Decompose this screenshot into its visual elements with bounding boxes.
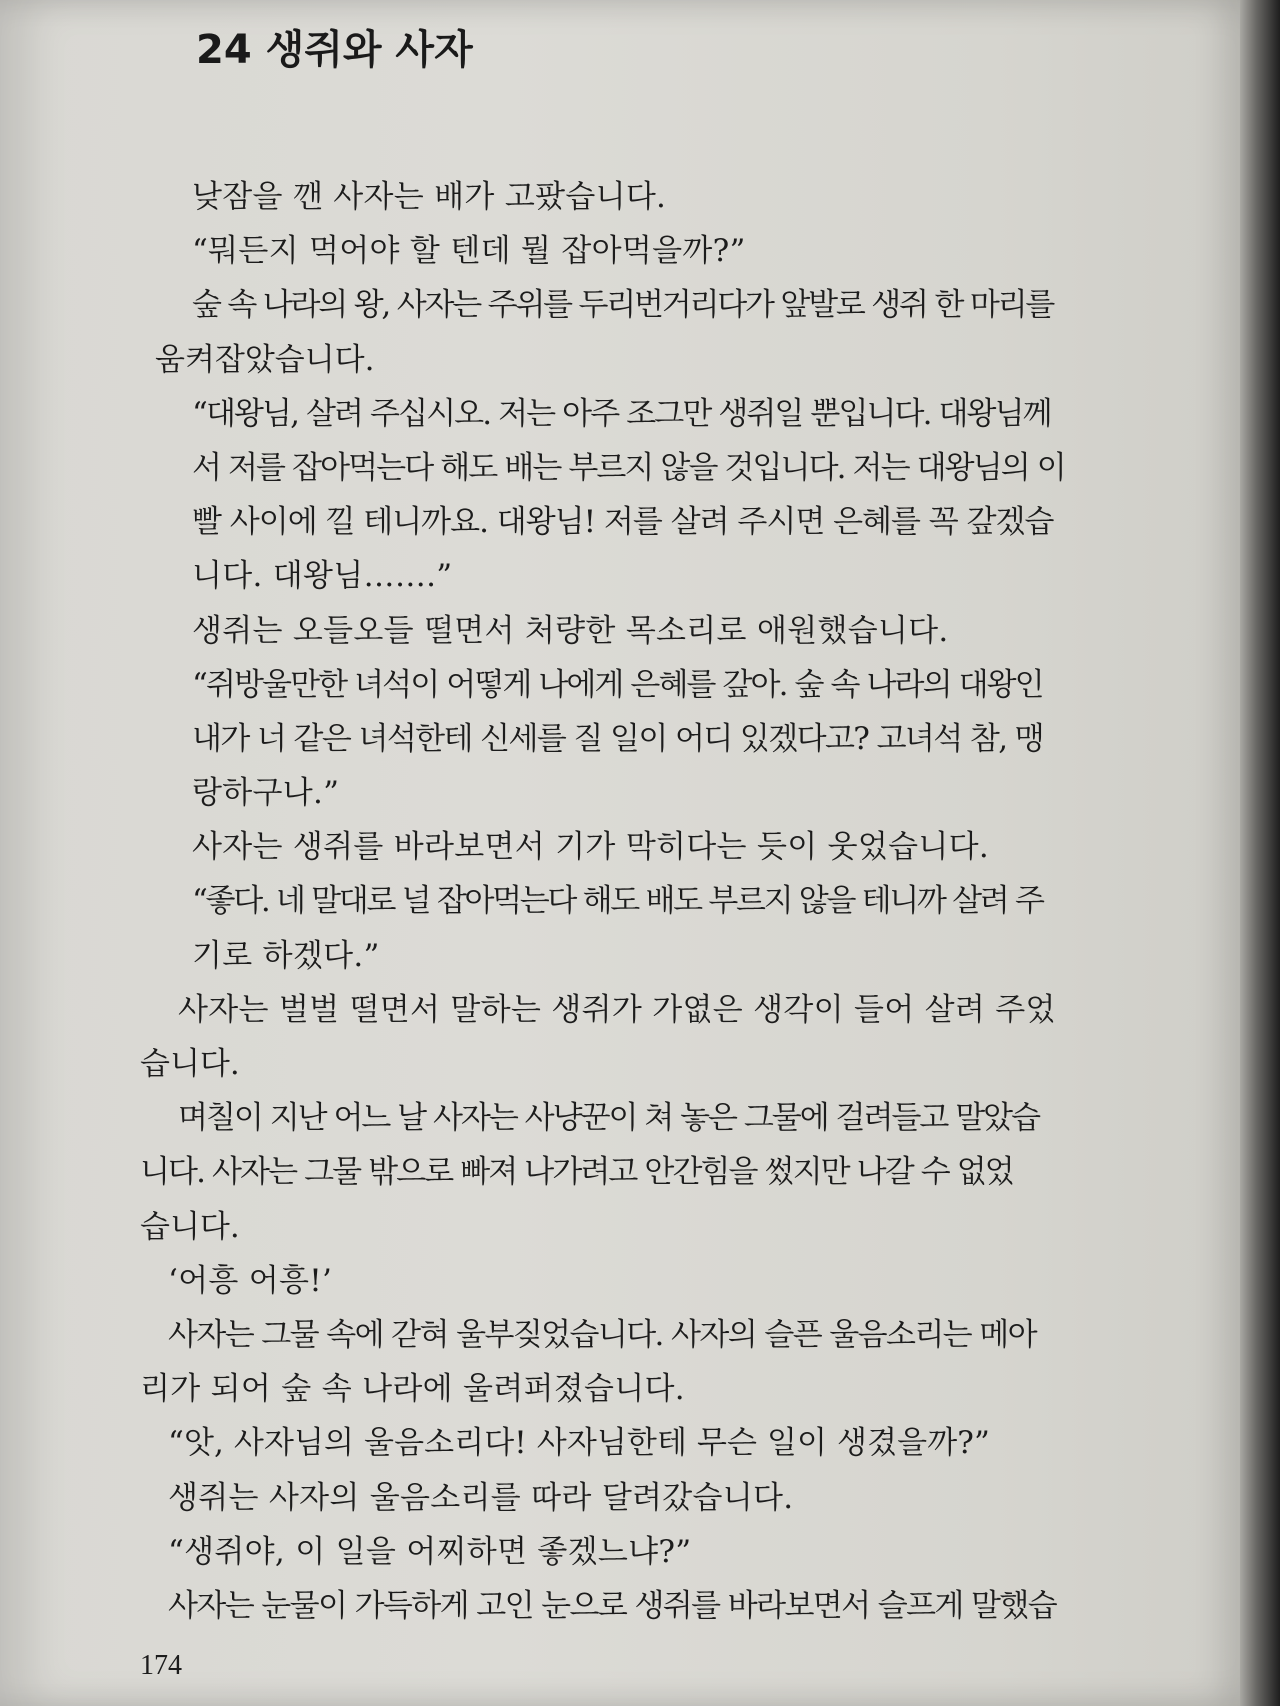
text-line: 며칠이 지난 어느 날 사자는 사냥꾼이 쳐 놓은 그물에 걸려들고 말았습 (178, 1100, 1040, 1137)
text-line: “뭐든지 먹어야 할 텐데 뭘 잡아먹을까?” (192, 233, 746, 270)
text-line: 생쥐는 사자의 울음소리를 따라 달려갔습니다. (168, 1479, 794, 1516)
text-line: 빨 사이에 낄 테니까요. 대왕님! 저를 살려 주시면 은혜를 꼭 갚겠습 (192, 504, 1054, 541)
text-line: 사자는 눈물이 가득하게 고인 눈으로 생쥐를 바라보면서 슬프게 말했습 (168, 1587, 1057, 1624)
text-line: 습니다. (140, 1046, 240, 1082)
text-line: 사자는 생쥐를 바라보면서 기가 막히다는 듯이 웃었습니다. (192, 829, 989, 866)
text-line: ‘어흥 어흥!’ (168, 1262, 333, 1299)
text-line: 니다. 사자는 그물 밖으로 빠져 나가려고 안간힘을 썼지만 나갈 수 없었 (140, 1154, 1013, 1191)
text-line: 숲 속 나라의 왕, 사자는 주위를 두리번거리다가 앞발로 생쥐 한 마리를 (192, 287, 1054, 324)
text-line: 기로 하겠다.” (192, 937, 380, 974)
text-line: 생쥐는 오들오들 떨면서 처량한 목소리로 애원했습니다. (192, 612, 949, 649)
text-line: 사자는 벌벌 떨면서 말하는 생쥐가 가엾은 생각이 들어 살려 주었 (178, 991, 1056, 1028)
text-line: 사자는 그물 속에 갇혀 울부짖었습니다. 사자의 슬픈 울음소리는 메아 (168, 1316, 1036, 1353)
page-number: 174 (140, 1650, 182, 1681)
text-line: 내가 너 같은 녀석한테 신세를 질 일이 어디 있겠다고? 고녀석 참, 맹 (192, 720, 1044, 757)
text-line: 랑하구나.” (192, 775, 340, 812)
text-line: 리가 되어 숲 속 나라에 울려퍼졌습니다. (140, 1371, 685, 1408)
chapter-title: 24 생쥐와 사자 (196, 27, 473, 73)
text-line: “앗, 사자님의 울음소리다! 사자님한테 무슨 일이 생겼을까?” (168, 1425, 990, 1462)
text-line: “대왕님, 살려 주십시오. 저는 아주 조그만 생쥐일 뿐입니다. 대왕님께 (192, 395, 1051, 432)
text-line: 습니다. (140, 1208, 240, 1245)
text-line: 움켜잡았습니다. (155, 341, 375, 378)
text-line: “생쥐야, 이 일을 어찌하면 좋겠느냐?” (168, 1533, 692, 1570)
text-line: 서 저를 잡아먹는다 해도 배는 부르지 않을 것입니다. 저는 대왕님의 이 (192, 449, 1065, 486)
text-line: 낮잠을 깬 사자는 배가 고팠습니다. (192, 179, 667, 215)
story-body (140, 170, 1200, 1633)
text-line: “쥐방울만한 녀석이 어떻게 나에게 은혜를 갚아. 숲 속 나라의 대왕인 (192, 666, 1043, 703)
book-binding-edge (1240, 0, 1280, 1706)
text-line: 니다. 대왕님…….” (192, 558, 453, 595)
text-line: “좋다. 네 말대로 널 잡아먹는다 해도 배도 부르지 않을 테니까 살려 주 (192, 883, 1043, 920)
